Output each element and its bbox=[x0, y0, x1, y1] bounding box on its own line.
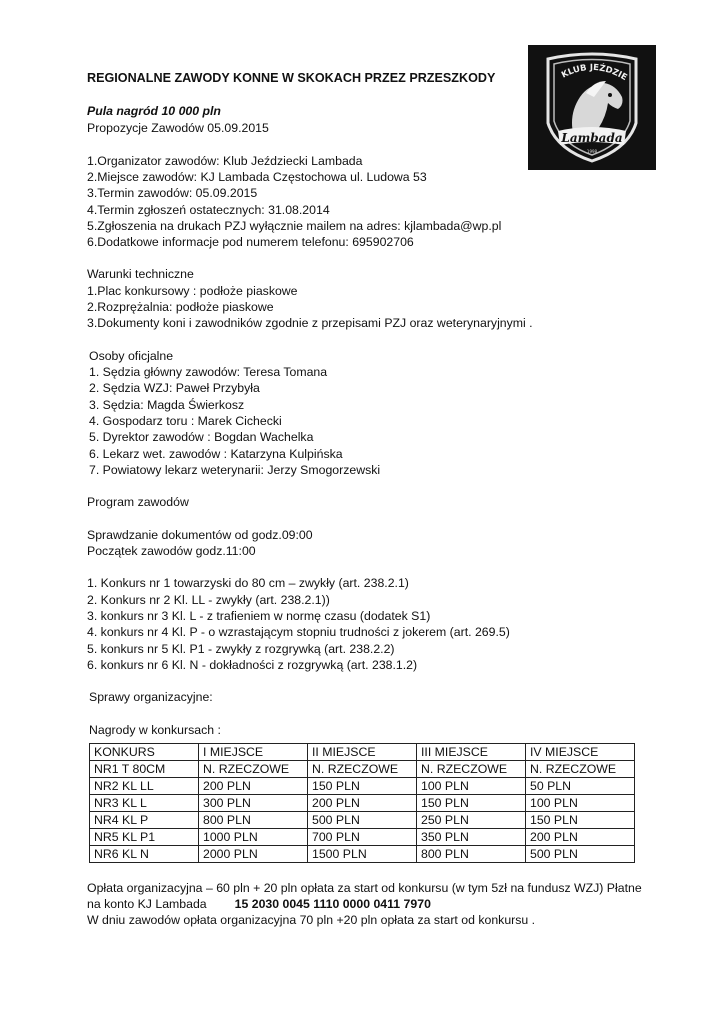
table-cell: 150 PLN bbox=[308, 778, 417, 795]
contest-item: 5. konkurs nr 5 Kl. P1 - zwykły z rozgrywką (art. 238.2.2) bbox=[87, 642, 395, 656]
table-cell: N. RZECZOWE bbox=[526, 761, 635, 778]
table-cell: 50 PLN bbox=[526, 778, 635, 795]
fee-account-line bbox=[87, 896, 431, 912]
table-row bbox=[90, 846, 635, 863]
header-cell: KONKURS bbox=[90, 744, 199, 761]
table-cell: 500 PLN bbox=[308, 812, 417, 829]
header-cell: IV MIEJSCE bbox=[526, 744, 635, 761]
table-cell: NR6 KL N bbox=[90, 846, 199, 863]
prizes-heading: Nagrody w konkursach : bbox=[89, 723, 221, 737]
table-cell: 100 PLN bbox=[417, 778, 526, 795]
general-item: 4.Termin zgłoszeń ostatecznych: 31.08.2014 bbox=[87, 203, 330, 217]
official-item: 6. Lekarz wet. zawodów : Katarzyna Kulpińska bbox=[89, 447, 343, 461]
general-item: 2.Miejsce zawodów: KJ Lambada Częstochowa ul. Ludowa 53 bbox=[87, 170, 427, 184]
table-cell: 1000 PLN bbox=[199, 829, 308, 846]
official-item: 3. Sędzia: Magda Świerkosz bbox=[89, 398, 245, 412]
contest-item: 4. konkurs nr 4 Kl. P - o wzrastającym stopniu trudności z jokerem (art. 269.5) bbox=[87, 625, 510, 639]
table-cell: 200 PLN bbox=[308, 795, 417, 812]
table-cell: 350 PLN bbox=[417, 829, 526, 846]
svg-text:1998: 1998 bbox=[586, 149, 598, 154]
horse-shield-icon bbox=[528, 45, 656, 170]
official-item: 2. Sędzia WZJ: Paweł Przybyła bbox=[89, 381, 260, 395]
schedule-item: Początek zawodów godz.11:00 bbox=[87, 544, 256, 558]
technical-heading: Warunki techniczne bbox=[87, 267, 194, 281]
header-cell: II MIEJSCE bbox=[308, 744, 417, 761]
contest-item: 2. Konkurs nr 2 Kl. LL - zwykły (art. 238.2.1)) bbox=[87, 593, 330, 607]
fee-account-prefix: na konto KJ Lambada bbox=[87, 897, 207, 911]
table-row bbox=[90, 812, 635, 829]
svg-text:KLUB JEŹDZIECKI: KLUB JEŹDZIE bbox=[560, 62, 629, 83]
propositions-date: Propozycje Zawodów 05.09.2015 bbox=[87, 121, 269, 135]
program-heading: Program zawodów bbox=[87, 495, 189, 509]
prizes-table bbox=[89, 743, 635, 863]
table-cell: 800 PLN bbox=[417, 846, 526, 863]
official-item: 7. Powiatowy lekarz weterynarii: Jerzy Smogorzewski bbox=[89, 463, 381, 477]
table-cell: 500 PLN bbox=[526, 846, 635, 863]
table-cell: N. RZECZOWE bbox=[199, 761, 308, 778]
table-cell: 100 PLN bbox=[526, 795, 635, 812]
table-cell: 2000 PLN bbox=[199, 846, 308, 863]
organization-heading: Sprawy organizacyjne: bbox=[89, 690, 213, 704]
table-cell: N. RZECZOWE bbox=[308, 761, 417, 778]
contest-item: 1. Konkurs nr 1 towarzyski do 80 cm – zwykły (art. 238.2.1) bbox=[87, 576, 409, 590]
table-row bbox=[90, 761, 635, 778]
official-item: 1. Sędzia główny zawodów: Teresa Tomana bbox=[89, 365, 328, 379]
general-item-phone: 6.Dodatkowe informacje pod numerem telefonu: 695902706 bbox=[87, 235, 414, 249]
table-cell: 1500 PLN bbox=[308, 846, 417, 863]
table-row bbox=[90, 829, 635, 846]
general-item: 3.Termin zawodów: 05.09.2015 bbox=[87, 186, 258, 200]
table-cell: 700 PLN bbox=[308, 829, 417, 846]
technical-item: 3.Dokumenty koni i zawodników zgodnie z przepisami PZJ oraz weterynaryjnymi . bbox=[87, 316, 533, 330]
table-cell: N. RZECZOWE bbox=[417, 761, 526, 778]
bank-account-number: 15 2030 0045 1110 0000 0411 7970 bbox=[234, 897, 431, 911]
fee-line: Opłata organizacyjna – 60 pln + 20 pln opłata za start od konkursu (w tym 5zł na fundusz WZJ) Płatne bbox=[87, 881, 642, 895]
general-item: 1.Organizator zawodów: Klub Jeździecki Lambada bbox=[87, 154, 363, 168]
schedule-item: Sprawdzanie dokumentów od godz.09:00 bbox=[87, 528, 313, 542]
table-cell: 150 PLN bbox=[526, 812, 635, 829]
table-cell: NR2 KL LL bbox=[90, 778, 199, 795]
officials-heading: Osoby oficjalne bbox=[89, 349, 174, 363]
table-cell: 200 PLN bbox=[199, 778, 308, 795]
table-cell: NR1 T 80CM bbox=[90, 761, 199, 778]
table-row bbox=[90, 778, 635, 795]
fee-line: W dniu zawodów opłata organizacyjna 70 pln +20 pln opłata za start od konkursu . bbox=[87, 913, 536, 927]
table-cell: NR4 KL P bbox=[90, 812, 199, 829]
official-item: 4. Gospodarz toru : Marek Cichecki bbox=[89, 414, 282, 428]
technical-item: 2.Rozprężalnia: podłoże piaskowe bbox=[87, 300, 274, 314]
contest-item: 6. konkurs nr 6 Kl. N - dokładności z rozgrywką (art. 238.1.2) bbox=[87, 658, 418, 672]
table-cell: 300 PLN bbox=[199, 795, 308, 812]
table-cell: NR3 KL L bbox=[90, 795, 199, 812]
table-row bbox=[90, 795, 635, 812]
prize-pool: Pula nagród 10 000 pln bbox=[87, 104, 221, 118]
club-logo bbox=[528, 45, 656, 170]
official-item: 5. Dyrektor zawodów : Bogdan Wachelka bbox=[89, 430, 314, 444]
technical-item: 1.Plac konkursowy : podłoże piaskowe bbox=[87, 284, 298, 298]
header-cell: III MIEJSCE bbox=[417, 744, 526, 761]
table-cell: 150 PLN bbox=[417, 795, 526, 812]
table-cell: 200 PLN bbox=[526, 829, 635, 846]
general-item-email: 5.Zgłoszenia na drukach PZJ wyłącznie mailem na adres: kjlambada@wp.pl bbox=[87, 219, 502, 233]
document-title: REGIONALNE ZAWODY KONNE W SKOKACH PRZEZ PRZESZKODY bbox=[87, 71, 496, 85]
svg-text:Lambada: Lambada bbox=[561, 131, 623, 145]
table-header-row bbox=[90, 744, 635, 761]
contest-item: 3. konkurs nr 3 Kl. L - z trafieniem w normę czasu (dodatek S1) bbox=[87, 609, 431, 623]
header-cell: I MIEJSCE bbox=[199, 744, 308, 761]
table-cell: 250 PLN bbox=[417, 812, 526, 829]
table-cell: 800 PLN bbox=[199, 812, 308, 829]
table-cell: NR5 KL P1 bbox=[90, 829, 199, 846]
